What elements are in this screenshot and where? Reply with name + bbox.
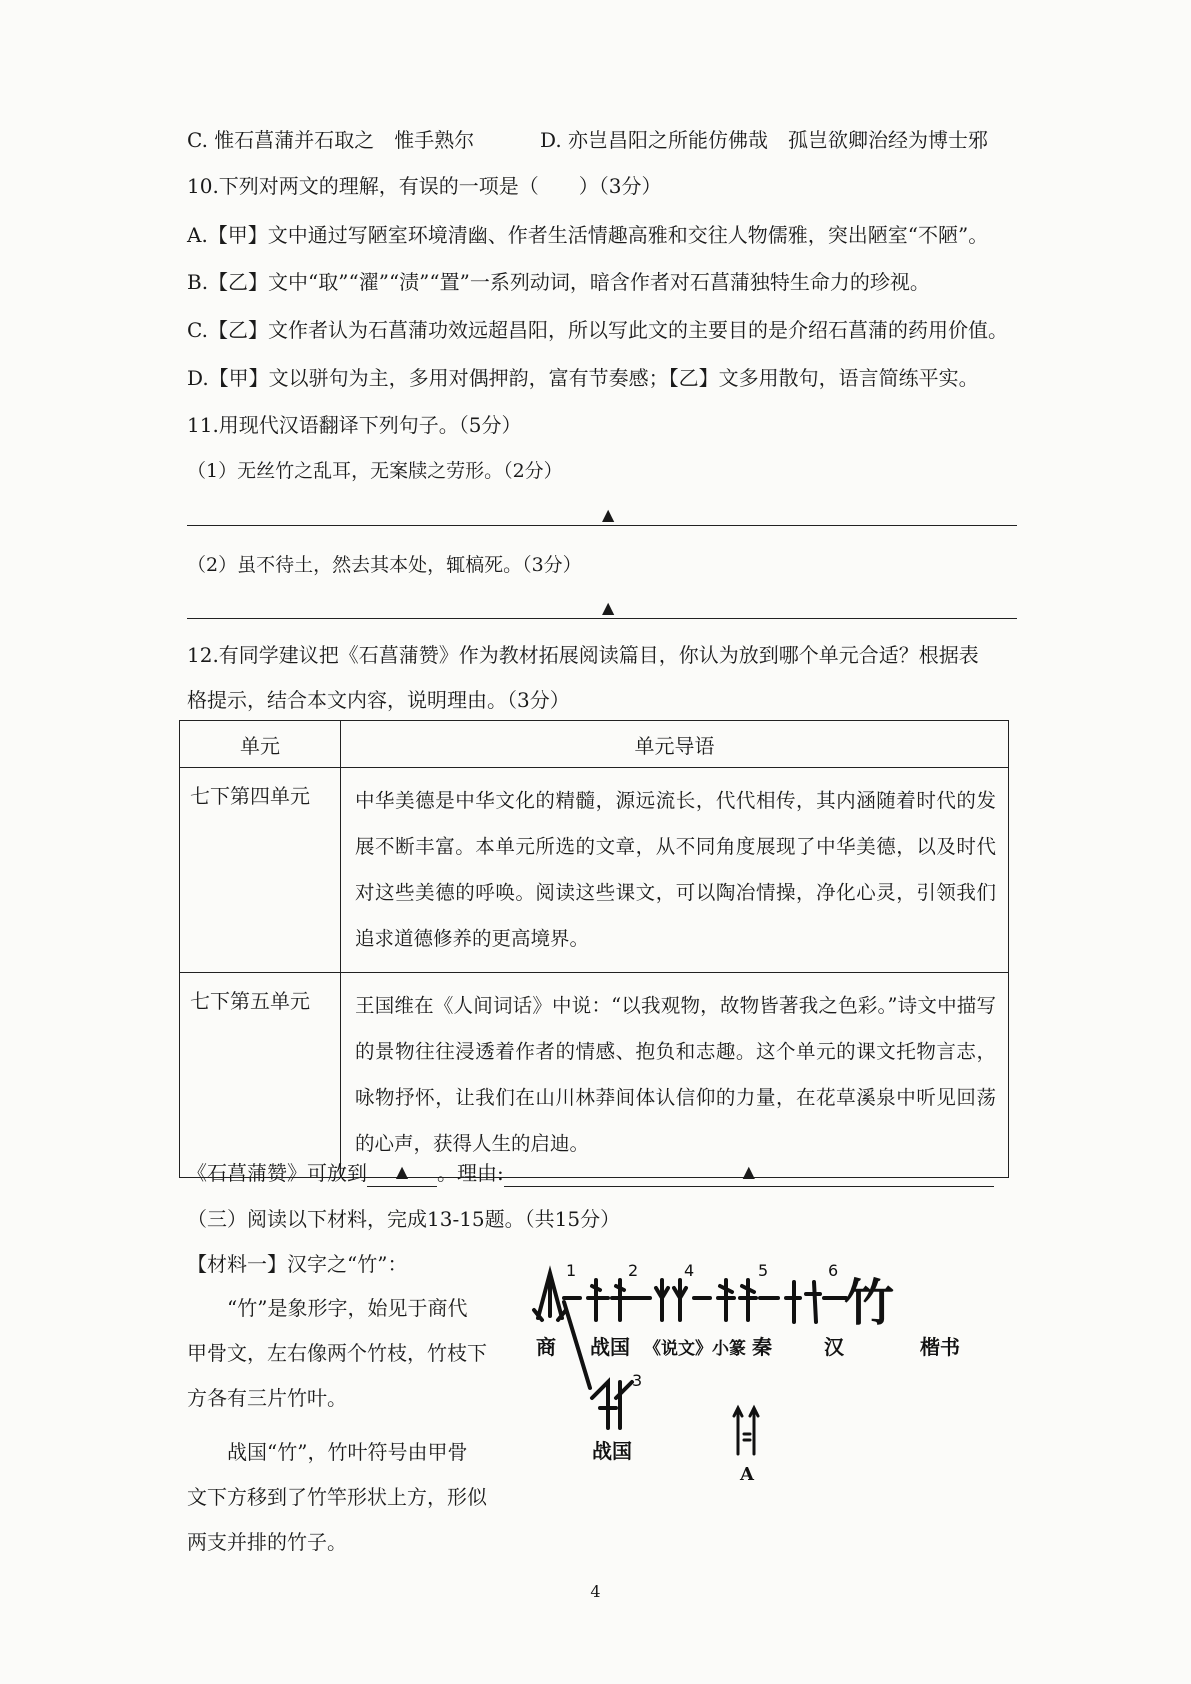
figure-label: 楷书 [920, 1335, 960, 1359]
header-unit: 单元 [180, 721, 341, 768]
unit-answer-blank[interactable] [367, 1156, 437, 1187]
figure-variant-label: A [740, 1464, 754, 1485]
q11-stem: 11.用现代汉语翻译下列句子。（5分） [187, 413, 522, 437]
answer-mid: 。理由: [437, 1161, 504, 1185]
option-d: D. 亦岂昌阳之所能仿佛哉 孤岂欲卿治经为博士邪 [540, 128, 989, 152]
material1-title: 【材料一】汉字之“竹”： [187, 1252, 408, 1276]
option-c: C. 惟石菖蒲并石取之 惟手熟尔 [187, 128, 475, 152]
figure-label: 商 [536, 1335, 556, 1359]
unit-name: 七下第四单元 [180, 768, 341, 973]
glyph-variant-a [734, 1408, 758, 1454]
answer-prefix: 《石菖蒲赞》可放到 [187, 1161, 367, 1185]
unit-table-header [180, 721, 1009, 768]
answer-line-1[interactable] [187, 525, 1017, 526]
table-row [180, 768, 1009, 973]
glyph-warring-states [588, 1280, 632, 1320]
unit-name: 七下第五单元 [180, 973, 341, 1178]
q10-stem: 10.下列对两文的理解，有误的一项是（ ）（3分） [187, 174, 662, 198]
figure-num: 5 [758, 1261, 769, 1280]
option-c-line [187, 126, 474, 154]
q11-sentence-1: （1）无丝竹之乱耳，无案牍之劳形。（2分） [187, 460, 563, 482]
glyph-shang [534, 1273, 566, 1320]
answer-marker-2: ▲ [602, 598, 615, 617]
material1-para2: 战国“竹”，竹叶符号由甲骨文下方移到了竹竿形状上方，形似两支并排的竹子。 [187, 1440, 487, 1554]
answer-marker-1: ▲ [602, 505, 615, 524]
material1-para1: “竹”是象形字，始见于商代甲骨文，左右像两个竹枝，竹枝下方各有三片竹叶。 [187, 1296, 487, 1410]
unit-table [179, 720, 1009, 1178]
figure-num: 3 [632, 1371, 643, 1390]
unit-intro: 王国维在《人间词话》中说：“以我观物，故物皆著我之色彩。”诗文中描写的景物往往浸透着作者的情感、抱负和志趣。这个单元的课文托物言志，咏物抒怀，让我们在山川林莽间体认信仰的力量，在花草溪泉中听见回荡的心声，获得人生的启迪。 [341, 973, 1009, 1178]
reason-answer-blank[interactable] [504, 1156, 994, 1187]
figure-num: 6 [828, 1261, 839, 1280]
q10-option-d: D.【甲】文以骈句为主，多用对偶押韵，富有节奏感；【乙】文多用散句，语言简练平实。 [187, 366, 979, 390]
unit-intro: 中华美德是中华文化的精髓，源远流长，代代相传，其内涵随着时代的发展不断丰富。本单元所选的文章，从不同角度展现了中华美德，以及时代对这些美德的呼唤。阅读这些课文，可以陶冶情操，净化心灵，引领我们追求道德修养的更高境界。 [341, 768, 1009, 973]
figure-label: 汉 [824, 1335, 844, 1359]
glyph-seal [656, 1280, 686, 1320]
branch-line [564, 1302, 590, 1388]
q12-stem-line1: 12.有同学建议把《石菖蒲赞》作为教材拓展阅读篇目，你认为放到哪个单元合适？根据表 [187, 643, 979, 667]
glyph-kaishu: 竹 [844, 1274, 894, 1332]
q12-answer-line [187, 1156, 994, 1187]
section3-title: （三）阅读以下材料，完成13-15题。（共15分） [187, 1207, 621, 1231]
figure-label: 秦 [752, 1335, 772, 1359]
figure-num: 1 [566, 1261, 577, 1280]
table-row [180, 973, 1009, 1178]
q12-stem-line2: 格提示，结合本文内容，说明理由。（3分） [187, 688, 570, 712]
header-intro: 单元导语 [341, 721, 1009, 768]
q10-option-b: B.【乙】文中“取”“濯”“渍”“置”一系列动词，暗含作者对石菖蒲独特生命力的珍视。 [187, 270, 930, 294]
option-d-line [540, 126, 988, 154]
answer-marker-3: ▲ [395, 1162, 409, 1181]
figure-label: 战国 [592, 1439, 632, 1463]
bamboo-character-evolution-figure [528, 1258, 1008, 1498]
figure-label: 战国 [590, 1335, 630, 1359]
answer-marker-4: ▲ [742, 1162, 755, 1181]
figure-num: 2 [628, 1261, 639, 1280]
page-number: 4 [590, 1582, 601, 1601]
answer-line-2[interactable] [187, 618, 1017, 619]
glyph-qin [718, 1280, 756, 1320]
q11-sentence-2: （2）虽不待土，然去其本处，辄槁死。（3分） [187, 554, 582, 576]
q10-option-a: A.【甲】文中通过写陋室环境清幽、作者生活情趣高雅和交往人物儒雅，突出陋室“不陋”。 [187, 223, 989, 247]
glyph-warring-states-variant [592, 1382, 632, 1428]
figure-label: 《说文》小篆 [644, 1339, 746, 1359]
glyph-han [786, 1282, 820, 1322]
figure-num: 4 [684, 1261, 695, 1280]
q10-option-c: C.【乙】文作者认为石菖蒲功效远超昌阳，所以写此文的主要目的是介绍石菖蒲的药用价值。 [187, 318, 1008, 342]
